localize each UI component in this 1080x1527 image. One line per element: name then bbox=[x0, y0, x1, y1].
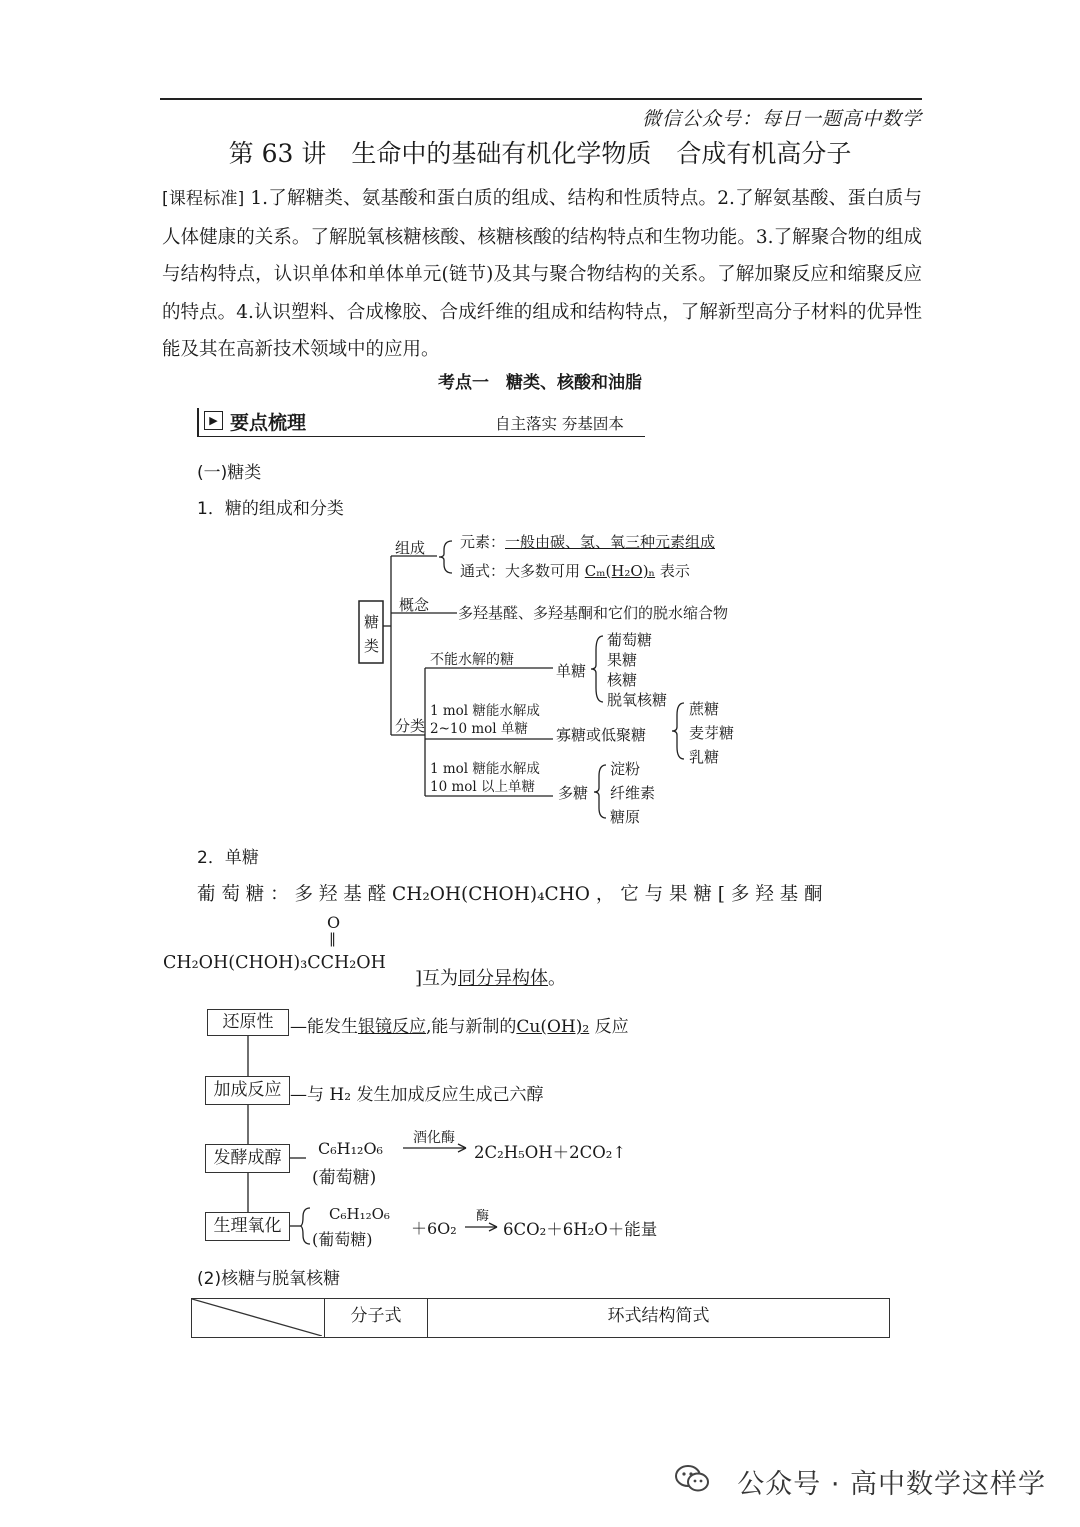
standard-text: 1.了解糖类、氨基酸和蛋白质的组成、结构和性质特点。2.了解氨基酸、蛋白质与人体健康的关系。了解脱氧核糖核酸、核糖核酸的结构特点和生物功能。3.了解聚合物的组成与结构特点，认识单体和单体单元(链节)及其与聚合物结构的关系。了解加聚反应和缩聚反应的特点。4.认识塑料、合成橡胶、合成纤维的组成和结构特点，了解新型高分子材料的优异性能及其在高新技术领域中的应用。 bbox=[162, 188, 923, 360]
prop-0-b: 银镜反应 bbox=[358, 1017, 426, 1037]
section-subtitle: 自主落实 夯基固本 bbox=[495, 415, 624, 433]
tree-cond-3a: 1 mol 糖能水解成 bbox=[430, 761, 540, 777]
dantang-item-1: 果糖 bbox=[607, 651, 638, 669]
table-header-2: 环式结构简式 bbox=[428, 1299, 890, 1338]
prop-2-left-a: C₆H₁₂O₆ bbox=[318, 1139, 383, 1158]
table-header-row bbox=[192, 1299, 890, 1338]
yuansu-value: 一般由碳、氢、氧三种元素组成 bbox=[505, 533, 716, 551]
tongshi-tail: 表示 bbox=[655, 562, 690, 580]
item-3-heading: (2)核糖与脱氧核糖 bbox=[197, 1269, 341, 1289]
play-icon: ▶ bbox=[204, 411, 223, 430]
tree-zucheng: 组成 bbox=[395, 539, 426, 557]
sugar-heading: (一)糖类 bbox=[197, 463, 262, 483]
tree-gainian-value: 多羟基醛、多羟基酮和它们的脱水缩合物 bbox=[458, 604, 729, 622]
fructose-tail-a: ]互为 bbox=[415, 968, 459, 989]
table-header-1: 分子式 bbox=[325, 1299, 428, 1338]
fructose-formula: CH₂OH(CHOH)₃CCH₂OH bbox=[163, 953, 386, 973]
table-header-corner bbox=[192, 1299, 325, 1338]
prop-3-left-b: (葡萄糖) bbox=[312, 1230, 373, 1249]
prop-2-left-b: (葡萄糖) bbox=[312, 1168, 377, 1188]
prop-2-arrow-label: 酒化酶 bbox=[413, 1130, 455, 1146]
fructose-double-bond: ‖ bbox=[329, 931, 336, 947]
prop-box-1: 加成反应 bbox=[205, 1076, 290, 1105]
duotang-item-2: 糖原 bbox=[610, 808, 641, 826]
fructose-tail-c: 。 bbox=[548, 968, 567, 989]
duotang-item-1: 纤维素 bbox=[610, 784, 656, 802]
prop-box-2: 发酵成醇 bbox=[205, 1144, 290, 1173]
tree-cond-2a: 1 mol 糖能水解成 bbox=[430, 703, 540, 719]
dantang-item-3: 脱氧核糖 bbox=[607, 691, 668, 709]
prop-box-0: 还原性 bbox=[207, 1009, 289, 1036]
prop-3-arrow-label: 酶 bbox=[476, 1209, 490, 1224]
tree-cond-1: 不能水解的糖 bbox=[430, 652, 514, 668]
glucose-line: 葡 萄 糖 ： 多 羟 基 醛 CH₂OH(CHOH)₄CHO ， 它 与 果 糖 [ 多 羟 基 酮 bbox=[197, 884, 823, 905]
item-2-heading: 2．单糖 bbox=[197, 848, 259, 868]
yuansu-label: 元素： bbox=[460, 533, 506, 551]
prop-3-right: 6CO₂＋6H₂O＋能量 bbox=[503, 1220, 658, 1239]
tree-fenlei: 分类 bbox=[395, 717, 426, 735]
tree-root-1: 糖 bbox=[364, 613, 380, 631]
kaodian-heading: 考点一 糖类、核酸和油脂 bbox=[438, 373, 642, 393]
item-1-heading: 1．糖的组成和分类 bbox=[197, 499, 344, 519]
ribose-table bbox=[191, 1298, 890, 1338]
fructose-tail-b: 同分异构体 bbox=[458, 968, 549, 989]
duotang-item-0: 淀粉 bbox=[610, 760, 641, 778]
tree-cond-2b: 2~10 mol 单糖 bbox=[430, 721, 528, 737]
tree-cond-3b: 10 mol 以上单糖 bbox=[430, 779, 536, 795]
wechat-icon bbox=[675, 1464, 709, 1498]
tree-dantang: 单糖 bbox=[556, 662, 587, 680]
prop-2-right: 2C₂H₅OH＋2CO₂↑ bbox=[474, 1143, 627, 1162]
tree-duotang: 多糖 bbox=[558, 784, 589, 802]
prop-0-c: ,能与新制的 bbox=[426, 1017, 517, 1037]
prop-3-mid: ＋6O₂ bbox=[411, 1219, 457, 1238]
page-title: 第 63 讲 生命中的基础有机化学物质 合成有机高分子 bbox=[228, 139, 852, 168]
guatang-item-2: 乳糖 bbox=[689, 748, 720, 766]
tongshi-label: 通式：大多数可用 bbox=[460, 562, 585, 580]
prop-3-left-a: C₆H₁₂O₆ bbox=[329, 1205, 390, 1223]
prop-0-d: Cu(OH)₂ bbox=[516, 1017, 590, 1037]
section-title: 要点梳理 bbox=[230, 412, 307, 434]
header-note: 微信公众号：每日一题高中数学 bbox=[641, 108, 922, 130]
guatang-item-0: 蔗糖 bbox=[689, 700, 720, 718]
tree-guatang: 寡糖或低聚糖 bbox=[556, 726, 647, 744]
watermark: 公众号 · 高中数学这样学 bbox=[737, 1469, 1046, 1500]
standard-tag: [课程标准] bbox=[162, 189, 245, 209]
prop-box-3: 生理氧化 bbox=[205, 1212, 290, 1241]
guatang-item-1: 麦芽糖 bbox=[689, 724, 735, 742]
fructose-o: O bbox=[327, 913, 341, 932]
prop-0-a: —能发生 bbox=[290, 1017, 358, 1037]
prop-text-1: —与 H₂ 发生加成反应生成己六醇 bbox=[290, 1085, 544, 1105]
dantang-item-2: 核糖 bbox=[607, 671, 638, 689]
prop-0-e: 反应 bbox=[589, 1017, 629, 1037]
prop-text-0 bbox=[290, 1012, 629, 1037]
diagonal-line bbox=[192, 1299, 322, 1336]
tongshi-formula: Cₘ(H₂O)ₙ bbox=[584, 562, 656, 580]
dantang-item-0: 葡萄糖 bbox=[607, 631, 653, 649]
tree-root-2: 类 bbox=[364, 637, 380, 655]
tree-gainian: 概念 bbox=[399, 596, 430, 614]
